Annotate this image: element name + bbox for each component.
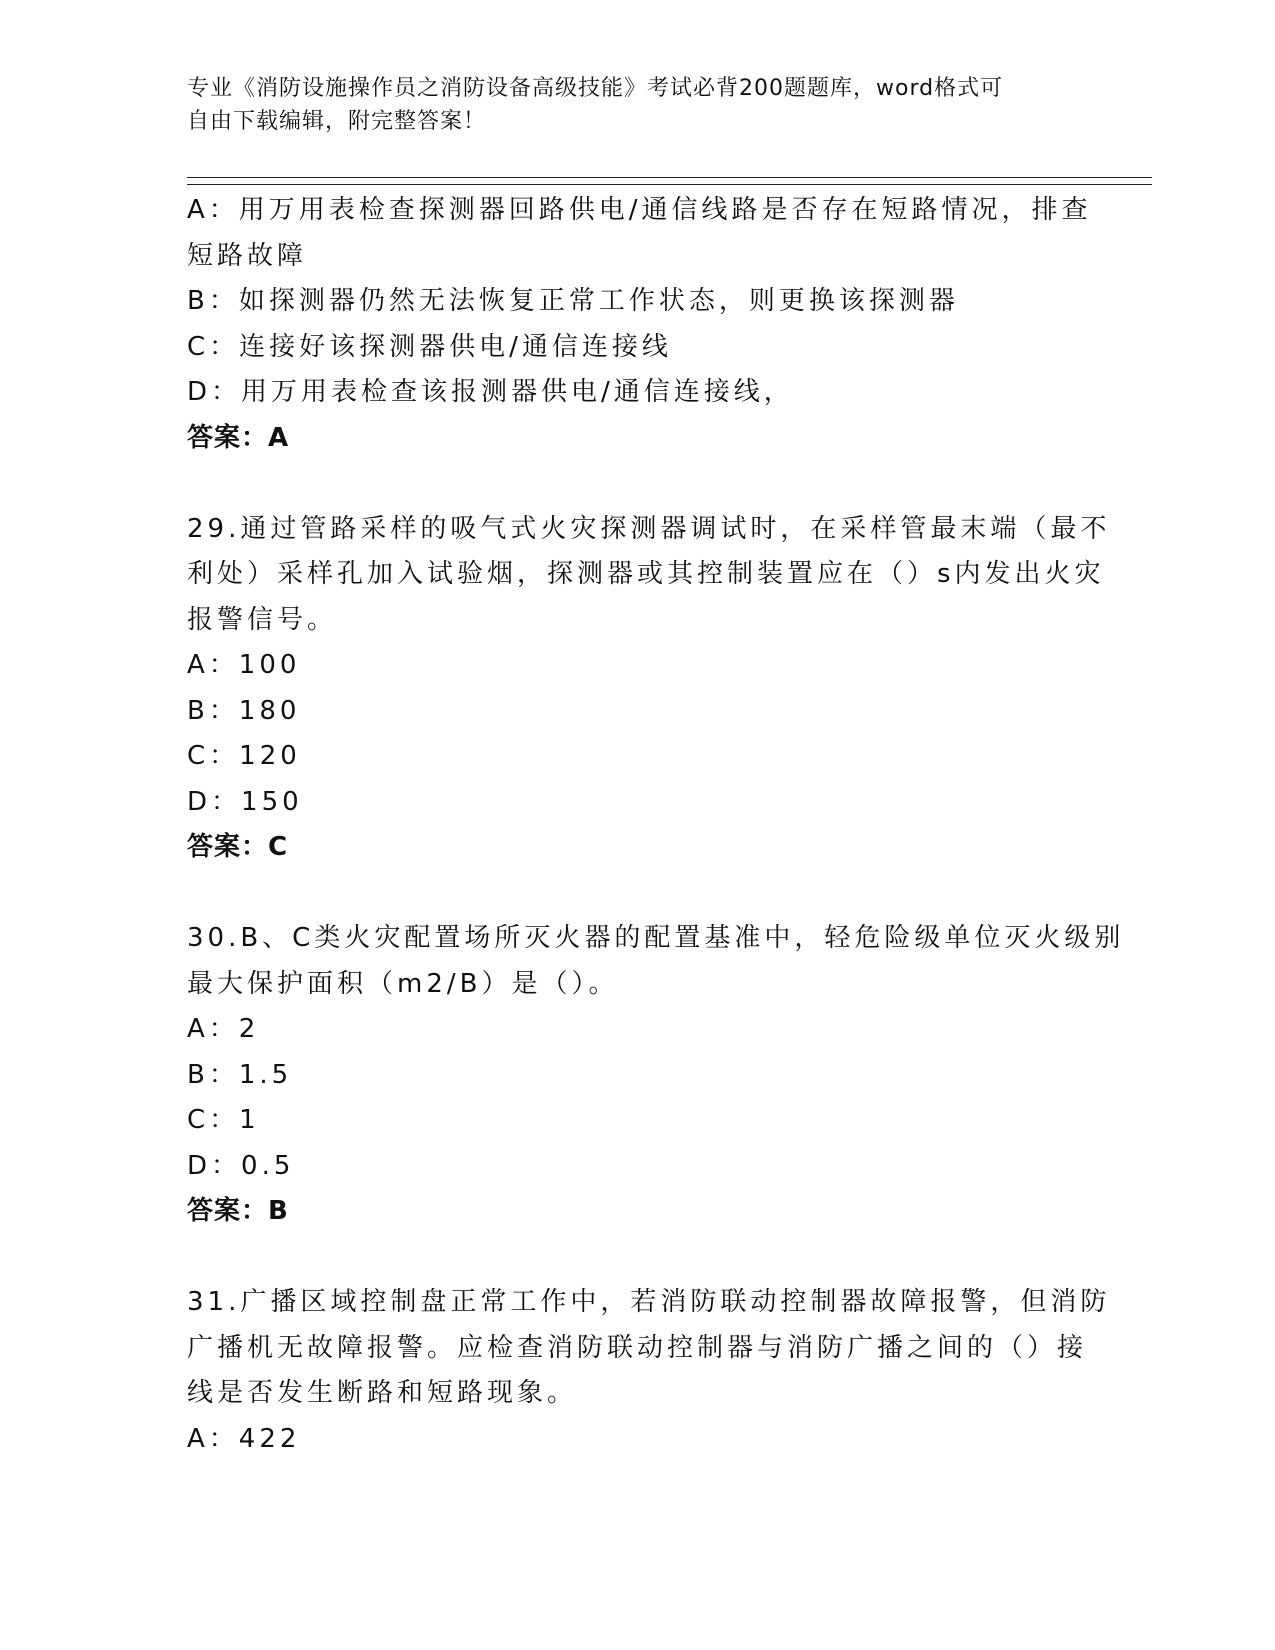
option-a: A：用万用表检查探测器回路供电/通信线路是否存在短路情况，排查 <box>187 195 1092 225</box>
header-divider <box>187 177 1152 185</box>
question-stem: 报警信号。 <box>187 604 338 635</box>
answer-line: 答案：B <box>187 1196 289 1226</box>
option-c: C：1 <box>187 1105 260 1135</box>
question-stem: 线是否发生断路和短路现象。 <box>187 1378 578 1408</box>
question-stem: 最大保护面积（m2/B）是（）。 <box>187 968 619 999</box>
option-a-continued: 短路故障 <box>187 240 308 271</box>
option-a: A：2 <box>187 1014 260 1044</box>
question-stem: 30.B、C类火灾配置场所灭火器的配置基准中，轻危险级单位灭火级别 <box>187 923 1125 953</box>
spacer <box>187 461 1087 507</box>
option-a: A：422 <box>187 1423 301 1454</box>
header-line: 专业《消防设施操作员之消防设备高级技能》考试必背200题题库，word格式可 <box>187 76 1004 101</box>
question-list <box>187 188 1125 1462</box>
option-c: C：连接好该探测器供电/通信连接线 <box>187 331 672 362</box>
question-stem: 广播机无故障报警。应检查消防联动控制器与消防广播之间的（）接 <box>187 1332 1088 1363</box>
option-b: B：180 <box>187 695 301 726</box>
option-c: C：120 <box>187 741 301 771</box>
question-stem: 29.通过管路采样的吸气式火灾探测器调试时，在采样管最末端（最不 <box>187 513 1111 544</box>
question-block-29 <box>187 507 1111 871</box>
spacer <box>187 1235 1087 1281</box>
answer-line: 答案：A <box>187 422 290 453</box>
question-block-30 <box>187 916 1125 1235</box>
document-header <box>187 72 1067 138</box>
option-b: B：1.5 <box>187 1059 293 1090</box>
option-d: D：150 <box>187 786 303 817</box>
header-line: 自由下载编辑，附完整答案！ <box>187 109 487 134</box>
option-d: D：0.5 <box>187 1150 295 1181</box>
option-a: A：100 <box>187 650 301 680</box>
question-block-31 <box>187 1280 1111 1462</box>
option-b: B：如探测器仍然无法恢复正常工作状态，则更换该探测器 <box>187 286 959 316</box>
question-stem: 利处）采样孔加入试验烟，探测器或其控制装置应在（）s内发出火灾 <box>187 559 1105 589</box>
spacer <box>187 871 1087 917</box>
option-d: D：用万用表检查该报测器供电/通信连接线， <box>187 377 794 407</box>
answer-line: 答案：C <box>187 832 289 862</box>
question-block-prev <box>187 188 1092 461</box>
question-stem: 31.广播区域控制盘正常工作中，若消防联动控制器故障报警，但消防 <box>187 1287 1111 1317</box>
